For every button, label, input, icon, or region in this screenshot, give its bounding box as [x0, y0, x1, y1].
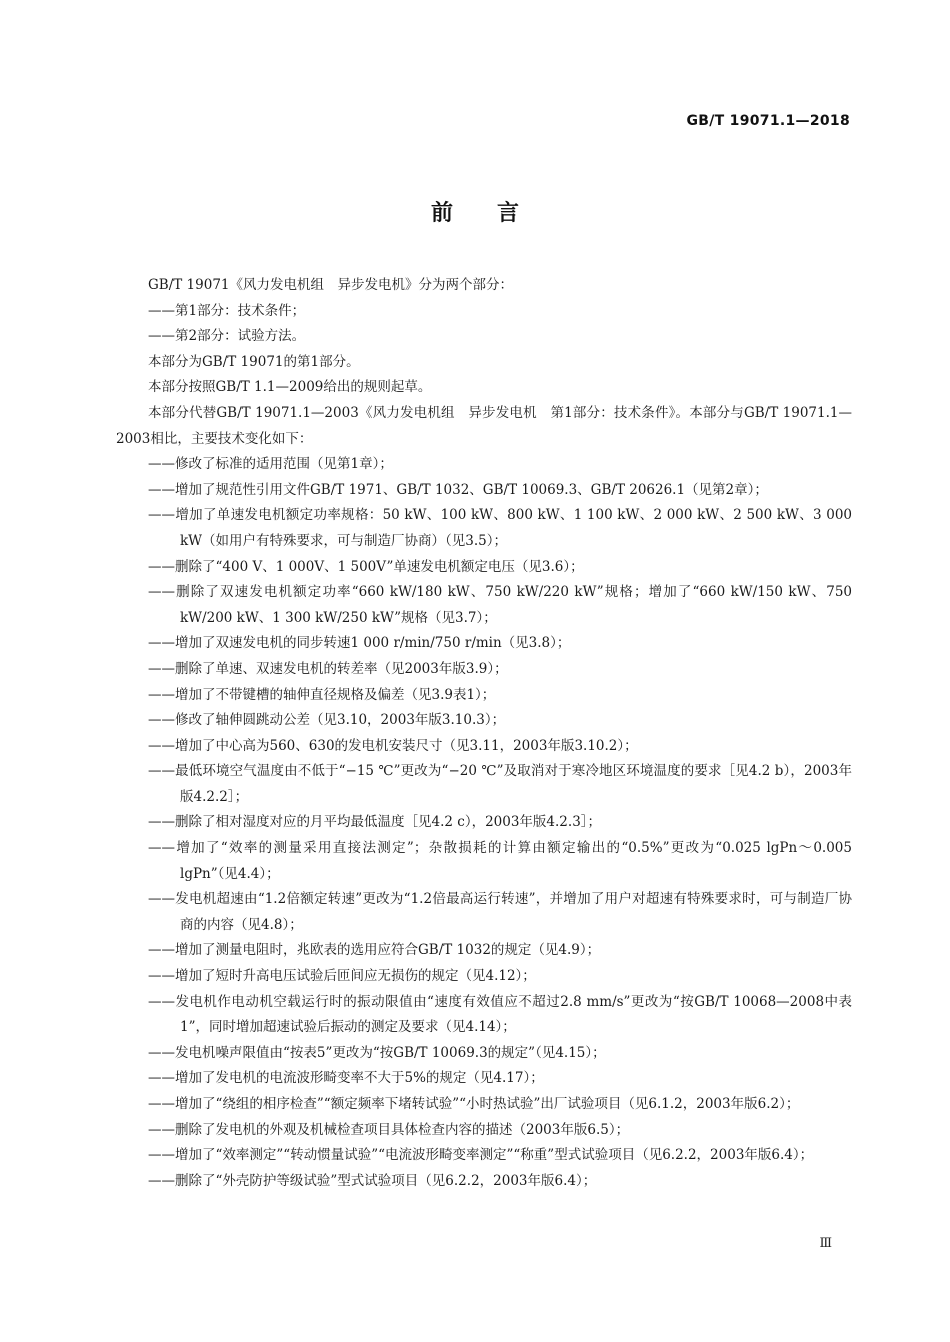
part-list-item: ——第2部分：试验方法。 [148, 328, 306, 345]
change-list-item: ——增加了“效率测定”“转动惯量试验”“电流波形畸变率测定”“称重”型式试验项目（见6.2.2，2003年版6.4）； [148, 1147, 814, 1164]
intro-paragraph: 本部分为GB/T 19071的第1部分。 [148, 353, 360, 370]
change-list-item: ——增加了双速发电机的同步转速1 000 r/min/750 r/min（见3.8）； [148, 635, 571, 652]
change-list-item: ——增加了发电机的电流波形畸变率不大于5%的规定（见4.17）； [148, 1070, 544, 1087]
change-list-item: ——发电机作电动机空载运行时的振动限值由“速度有效值应不超过2.8 mm/s”更改为“按GB/T 10068—2008中表1”，同时增加超速试验后振动的测定及要求（见4.14）； [148, 993, 852, 1036]
change-list-item: ——删除了发电机的外观及机械检查项目具体检查内容的描述（2003年版6.5）； [148, 1121, 630, 1138]
change-list-item: ——删除了“外壳防护等级试验”型式试验项目（见6.2.2，2003年版6.4）； [148, 1172, 597, 1189]
change-list-item: ——发电机噪声限值由“按表5”更改为“按GB/T 10069.3的规定”（见4.15）； [148, 1044, 606, 1061]
document-body [116, 273, 852, 1194]
change-list-item: ——增加了短时升高电压试验后匝间应无损伤的规定（见4.12）； [148, 968, 536, 985]
intro-paragraph: 本部分代替GB/T 19071.1—2003《风力发电机组 异步发电机 第1部分：技术条件》。本部分与GB/T 19071.1—2003相比，主要技术变化如下： [116, 404, 852, 447]
changes-list [116, 452, 852, 1194]
change-list-item: ——删除了单速、双速发电机的转差率（见2003年版3.9）； [148, 660, 508, 677]
change-list-item: ——增加了“效率的测量采用直接法测定”；杂散损耗的计算由额定输出的“0.5%”更改为“0.025 lgPn～0.005 lgPn”（见4.4）； [148, 840, 852, 882]
change-list-item: ——删除了“400 V、1 000V、1 500V”单速发电机额定电压（见3.6）； [148, 558, 584, 575]
change-list-item: ——增加了不带键槽的轴伸直径规格及偏差（见3.9表1）； [148, 686, 496, 703]
page-number: Ⅲ [819, 1236, 832, 1251]
change-list-item: ——删除了双速发电机额定功率“660 kW/180 kW、750 kW/220 kW”规格；增加了“660 kW/150 kW、750 kW/200 kW、1 300 kW/250 kW”规格（见3.7）； [148, 584, 852, 626]
standard-code: GB/T 19071.1—2018 [686, 113, 850, 129]
change-list-item: ——增加了测量电阻时，兆欧表的选用应符合GB/T 1032的规定（见4.9）； [148, 942, 601, 959]
change-list-item: ——增加了规范性引用文件GB/T 1971、GB/T 1032、GB/T 10069.3、GB/T 20626.1（见第2章）； [148, 481, 768, 498]
change-list-item: ——修改了轴伸圆跳动公差（见3.10，2003年版3.10.3）； [148, 712, 506, 729]
page-title: 前言 [430, 201, 563, 226]
change-list-item: ——增加了单速发电机额定功率规格：50 kW、100 kW、800 kW、1 100 kW、2 000 kW、2 500 kW、3 000 kW（如用户有特殊要求，可与制造厂协商）（见3.5）； [148, 507, 852, 549]
change-list-item: ——增加了中心高为560、630的发电机安装尺寸（见3.11，2003年版3.10.2）； [148, 737, 638, 754]
intro-paragraph: GB/T 19071《风力发电机组 异步发电机》分为两个部分： [148, 277, 513, 293]
change-list-item: ——修改了标准的适用范围（见第1章）； [148, 456, 393, 473]
intro-paragraph: 本部分按照GB/T 1.1—2009给出的规则起草。 [148, 379, 432, 396]
part-list-item: ——第1部分：技术条件； [148, 302, 306, 319]
change-list-item: ——删除了相对湿度对应的月平均最低温度［见4.2 c），2003年版4.2.3］； [148, 814, 602, 831]
change-list-item: ——最低环境空气温度由不低于“−15 ℃”更改为“−20 ℃”及取消对于寒冷地区环境温度的要求［见4.2 b），2003年版4.2.2］； [148, 763, 852, 805]
change-list-item: ——增加了“绕组的相序检查”“额定频率下堵转试验”“小时热试验”出厂试验项目（见6.1.2，2003年版6.2）； [148, 1096, 800, 1112]
change-list-item: ——发电机超速由“1.2倍额定转速”更改为“1.2倍最高运行转速”，并增加了用户对超速有特殊要求时，可与制造厂协商的内容（见4.8）； [148, 891, 852, 933]
